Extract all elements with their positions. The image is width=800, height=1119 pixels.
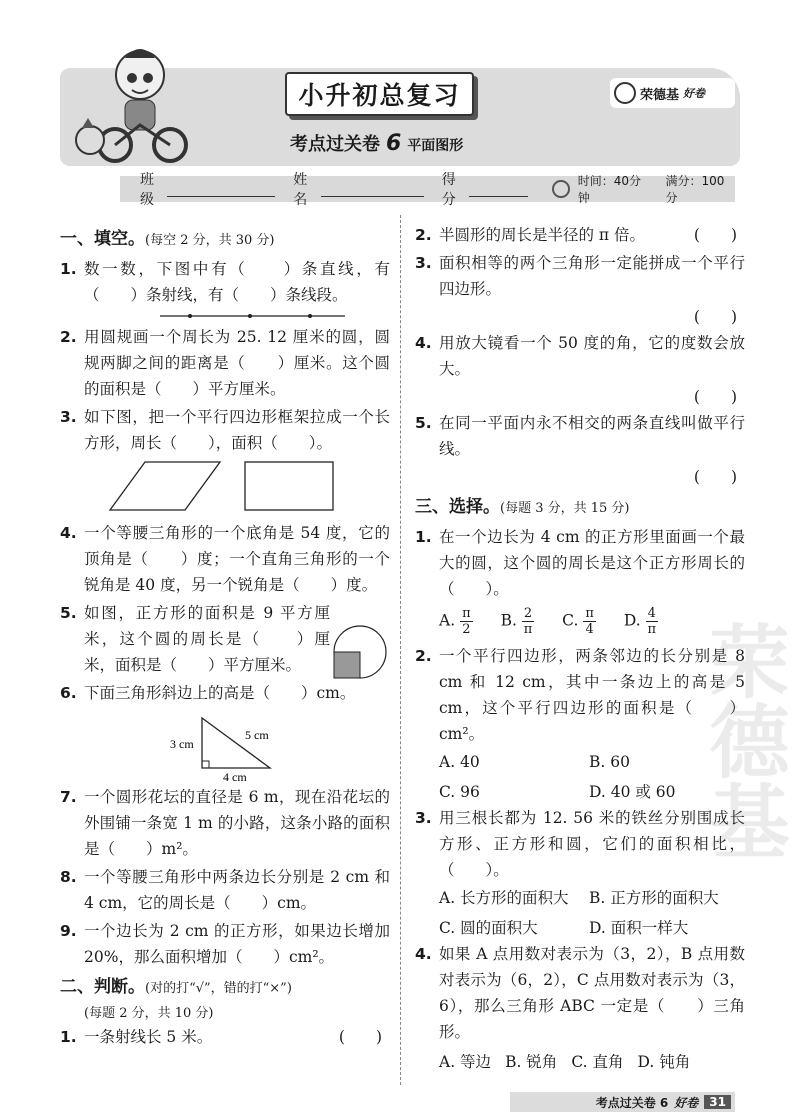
option-a[interactable] [439, 606, 473, 637]
question [60, 600, 390, 678]
fraction [460, 606, 473, 637]
question-number: 6. [60, 684, 77, 702]
watermark: 荣德基 [696, 620, 789, 860]
option-letter: C. [562, 611, 579, 630]
page-number: 31 [704, 1095, 731, 1109]
name-field[interactable] [321, 182, 424, 197]
question-number: 2. [60, 328, 77, 346]
question [415, 250, 745, 302]
answer-paren[interactable]: ( ) [693, 226, 737, 244]
numerator: 2 [523, 606, 533, 621]
section3-note: (每题 3 分，共 15 分) [500, 501, 630, 516]
question [415, 524, 745, 602]
triangle-side-c: 5 cm [245, 728, 269, 742]
option-d[interactable]: D. 钝角 [637, 1053, 691, 1071]
question-number: 1. [60, 260, 77, 278]
name-label: 姓名 [293, 172, 308, 208]
clock-icon [552, 180, 570, 198]
option-a[interactable]: A. 40 [439, 753, 480, 771]
section3-title: 三、选择。 [415, 497, 500, 517]
score-field[interactable] [469, 182, 528, 197]
question [415, 941, 745, 1045]
section2-heading [60, 974, 390, 1002]
question [60, 520, 390, 598]
exam-label: 考点过关卷 [290, 134, 380, 155]
brand-face-icon [614, 82, 636, 104]
question [60, 256, 390, 308]
question-text: 如图，正方形的面积是 9 平方厘米，这个圆的周长是（ ）厘米，面积是（ ）平方厘米。 [84, 604, 330, 674]
fraction [522, 606, 534, 637]
class-label: 班级 [140, 172, 154, 208]
question-text: 一个平行四边形，两条邻边的长分别是 8 cm 和 12 cm，其中一条边上的高是 5 cm，这个平行四边形的面积是（ ）cm²。 [439, 647, 745, 743]
option-d[interactable]: D. 40 或 60 [589, 783, 676, 801]
question-text: 半圆形的周长是半径的 π 倍。 [439, 226, 646, 244]
question-number: 4. [415, 945, 432, 963]
answer-paren[interactable]: ( ) [693, 308, 737, 326]
question-number: 8. [60, 868, 77, 886]
left-column [60, 222, 390, 1052]
question [60, 324, 390, 402]
question-text: 下面三角形斜边上的高是（ ）cm。 [84, 684, 356, 702]
option-a[interactable]: A. 等边 [439, 1053, 492, 1071]
question-number: 4. [60, 524, 77, 542]
question-number: 9. [60, 922, 77, 940]
question [415, 222, 745, 248]
option-b[interactable]: B. 正方形的面积大 [589, 889, 719, 907]
option-c[interactable]: C. 圆的面积大 [439, 919, 538, 937]
question-number: 1. [60, 1028, 77, 1046]
question-text: 在一个边长为 4 cm 的正方形里面画一个最大的圆，这个圆的周长是这个正方形周长的（ ）。 [439, 528, 745, 598]
footer-label: 考点过关卷 6 [595, 1095, 669, 1110]
question-text: 用圆规画一个周长为 25. 12 厘米的圆，圆规两脚之间的距离是（ ）厘米。这个圆的面积是（ ）平方厘米。 [84, 328, 390, 398]
column-divider [400, 215, 401, 1085]
denominator: 2 [462, 622, 471, 637]
numerator: 4 [647, 606, 656, 621]
question-number: 1. [415, 528, 432, 546]
answer-paren[interactable]: ( ) [693, 468, 737, 486]
denominator: π [647, 622, 657, 637]
section1-title: 一、填空。 [60, 229, 145, 249]
option-letter: D. [623, 611, 641, 630]
question-text: 在同一平面内永不相交的两条直线叫做平行线。 [439, 414, 745, 458]
option-c[interactable]: C. 96 [439, 783, 480, 801]
line-figure [60, 310, 390, 324]
question-number: 5. [60, 604, 77, 622]
option-d[interactable] [624, 606, 658, 637]
option-letter: B. [500, 611, 517, 630]
denominator: 4 [585, 622, 594, 637]
option-b[interactable]: B. 60 [589, 753, 630, 771]
fraction [646, 606, 658, 637]
exam-number: 6 [386, 131, 402, 156]
question [60, 918, 390, 970]
question-text: 用三根长都为 12. 56 米的铁丝分别围成长方形、正方形和圆，它们的面积相比，（ ）。 [439, 809, 745, 879]
section2-title: 二、判断。 [60, 977, 145, 997]
answer-paren[interactable]: ( ) [693, 388, 737, 406]
question [60, 784, 390, 862]
question-text: 一个等腰三角形中两条边长分别是 2 cm 和 4 cm，它的周长是（ ）cm。 [84, 868, 390, 912]
full-score: 满分：100分 [665, 174, 725, 205]
option-c[interactable] [562, 606, 596, 637]
question-number: 3. [415, 254, 432, 272]
section2-note2: (每题 2 分，共 10 分) [84, 1006, 214, 1021]
question [60, 680, 390, 706]
question-number: 2. [415, 226, 432, 244]
option-c[interactable]: C. 直角 [571, 1053, 624, 1071]
question [60, 1024, 390, 1050]
question-text: 一个等腰三角形的一个底角是 54 度，它的顶角是（ ）度；一个直角三角形的一个锐角是 40 度，另一个锐角是（ ）度。 [84, 524, 390, 594]
numerator: π [462, 606, 471, 621]
triangle-side-b: 4 cm [223, 770, 247, 784]
question [60, 864, 390, 916]
question-text: 一个圆形花坛的直径是 6 m，现在沿花坛的外围铺一条宽 1 m 的小路，这条小路的面积是（ ）m²。 [84, 788, 390, 858]
exam-subtitle [290, 130, 463, 156]
time-limit: 时间：40分钟 [577, 174, 641, 205]
brand-sub: 好卷 [683, 87, 706, 100]
question-number: 3. [415, 809, 432, 827]
option-a[interactable]: A. 长方形的面积大 [439, 889, 569, 907]
question [60, 404, 390, 456]
question-text: 如下图，把一个平行四边形框架拉成一个长方形，周长（ ），面积（ ）。 [84, 408, 390, 452]
footer [510, 1092, 735, 1112]
question-number: 7. [60, 788, 77, 806]
question-number: 4. [415, 334, 432, 352]
right-triangle-figure [60, 708, 390, 784]
circle-square-figure [332, 624, 388, 680]
question-number: 5. [415, 414, 432, 432]
section1-note: (每空 2 分，共 30 分) [145, 233, 275, 248]
option-letter: A. [439, 611, 456, 630]
triangle-side-a: 3 cm [170, 737, 194, 751]
class-field[interactable] [167, 182, 275, 197]
answer-paren[interactable]: ( ) [338, 1028, 382, 1046]
numerator: π [585, 606, 594, 621]
question-text: 一条射线长 5 米。 [84, 1028, 213, 1046]
option-d[interactable]: D. 面积一样大 [589, 919, 689, 937]
option-b[interactable]: B. 锐角 [505, 1053, 558, 1071]
brand-name: 荣德基 [640, 87, 680, 103]
info-bar [120, 172, 735, 208]
question-number: 3. [60, 408, 77, 426]
parallelogram-rectangle-figure [60, 458, 390, 516]
denominator: π [523, 622, 533, 637]
page-title: 小升初总复习 [285, 72, 474, 116]
question-text: 一个边长为 2 cm 的正方形，如果边长增加 20%，那么面积增加（ ）cm²。 [84, 922, 390, 966]
section2-note: (对的打“√”，错的打“×”) [145, 981, 292, 996]
question-text: 数一数，下图中有（ ）条直线，有（ ）条射线，有（ ）条线段。 [84, 260, 390, 304]
option-b[interactable] [501, 606, 535, 637]
mascot-illustration [70, 40, 190, 170]
footer-brand: 好卷 [674, 1095, 699, 1110]
fraction [583, 606, 596, 637]
question-text: 如果 A 点用数对表示为（3，2），B 点用数对表示为（6，2），C 点用数对表示为（3，6），那么三角形 ABC 一定是（ ）三角形。 [439, 945, 745, 1041]
section3-heading [415, 494, 745, 522]
question [415, 330, 745, 382]
question-text: 面积相等的两个三角形一定能拼成一个平行四边形。 [439, 254, 745, 298]
question [415, 410, 745, 462]
options-row [439, 1049, 745, 1075]
score-label: 得分 [441, 172, 456, 208]
brand-logo [610, 78, 735, 108]
section1-heading [60, 226, 390, 254]
exam-topic: 平面图形 [407, 138, 464, 154]
question-number: 2. [415, 647, 432, 665]
question-text: 用放大镜看一个 50 度的角，它的度数会放大。 [439, 334, 745, 378]
